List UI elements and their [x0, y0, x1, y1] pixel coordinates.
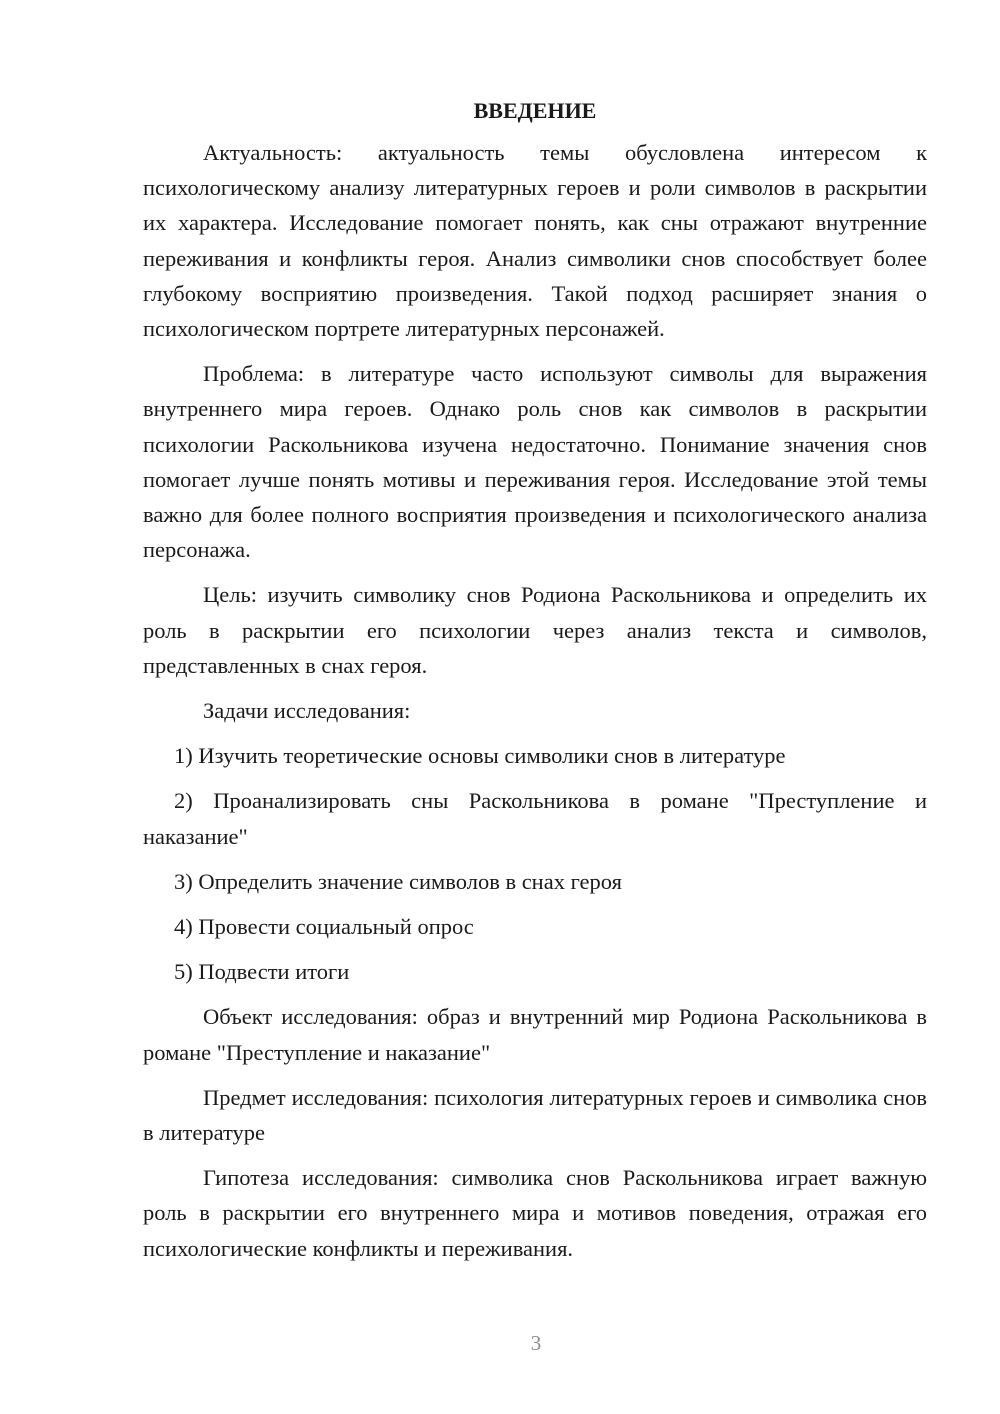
section-title: ВВЕДЕНИЕ [473, 98, 597, 123]
page-content [143, 93, 927, 1276]
paragraph-problem: Проблема: в литературе часто используют символы для выражения внутреннего мира героев. Однако роль снов как символов в раскрытии психологии Раскольникова изучена недостаточно. Понимание значения снов помогает лучше понять мотивы и переживания героя. Исследование этой темы важно для более полного восприятия произведения и психологического анализа персонажа. [143, 361, 927, 563]
paragraph-relevance: Актуальность: актуальность темы обусловлена интересом к психологическому анализу литературных героев и роли символов в раскрытии их характера. Исследование помогает понять, как сны отражают внутренние переживания и конфликты героя. Анализ символики снов способствует более глубокому восприятию произведения. Такой подход расширяет знания о психологическом портрете литературных персонажей. [143, 140, 927, 342]
paragraph-goal: Цель: изучить символику снов Родиона Раскольникова и определить их роль в раскрытии его психологии через анализ текста и символов, представленных в снах героя. [143, 582, 927, 678]
paragraph-tasks-heading: Задачи исследования: [203, 698, 411, 724]
list-item: 4) Провести социальный опрос [174, 914, 474, 940]
paragraph-subject: Предмет исследования: психология литературных героев и символика снов в литературе [143, 1084, 927, 1146]
list-item: 5) Подвести итоги [174, 959, 350, 985]
list-item: 2) Проанализировать сны Раскольникова в романе "Преступление и наказание" [143, 788, 927, 849]
page-number: 3 [530, 1331, 542, 1355]
tasks-list [143, 738, 927, 989]
list-item: 3) Определить значение символов в снах героя [174, 868, 622, 894]
paragraph-object: Объект исследования: образ и внутренний мир Родиона Раскольникова в романе "Преступление и наказание" [143, 1004, 927, 1065]
list-item: 1) Изучить теоретические основы символики снов в литературе [174, 743, 786, 769]
paragraph-hypothesis: Гипотеза исследования: символика снов Раскольникова играет важную роль в раскрытии его внутреннего мира и мотивов поведения, отражая его психологические конфликты и переживания. [143, 1165, 927, 1261]
